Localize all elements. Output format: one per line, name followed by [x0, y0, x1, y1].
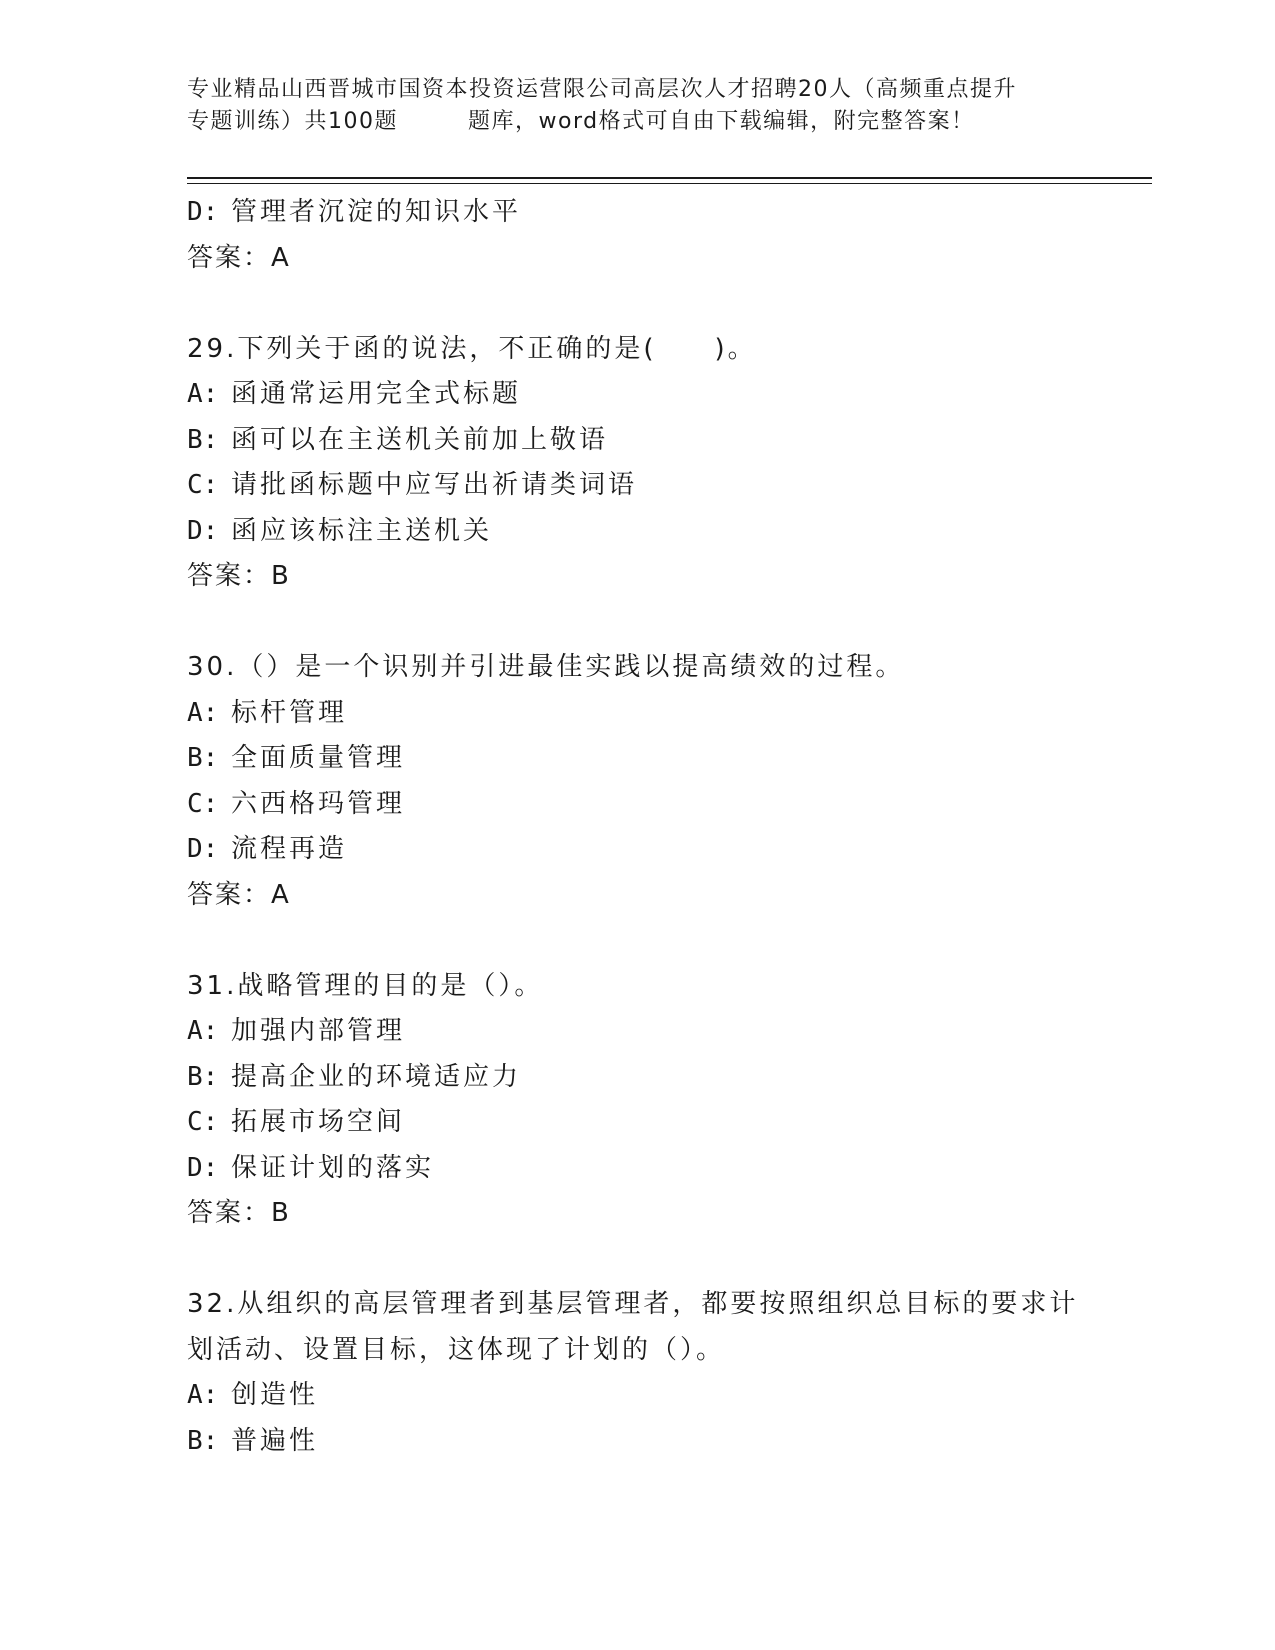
question-stem-line-1: 32.从组织的高层管理者到基层管理者，都要按照组织总目标的要求计 — [187, 1289, 1079, 1319]
option-row — [187, 509, 1087, 555]
question-32 — [187, 1282, 1087, 1464]
question-29 — [187, 327, 1087, 600]
option-row — [187, 190, 1087, 236]
answer-line: 答案：A — [187, 879, 291, 910]
option-key: D: — [187, 1152, 219, 1183]
option-text: 六西格玛管理 — [231, 788, 406, 819]
option-text: 全面质量管理 — [231, 743, 406, 773]
option-key: D: — [187, 197, 219, 227]
option-text: 管理者沉淀的知识水平 — [231, 197, 522, 227]
answer-line: 答案：A — [187, 242, 291, 273]
option-text: 函可以在主送机关前加上敬语 — [231, 424, 609, 455]
option-key: A: — [187, 697, 219, 728]
option-text: 拓展市场空间 — [231, 1107, 406, 1137]
option-row — [187, 782, 1087, 828]
header-line-2-part-a: 专题训练）共100题 — [187, 109, 398, 134]
option-row — [187, 1100, 1087, 1146]
option-text: 标杆管理 — [231, 697, 348, 728]
header-rule-thick — [187, 177, 1152, 179]
header-rule-thin — [187, 183, 1152, 184]
option-text: 加强内部管理 — [231, 1016, 406, 1046]
option-key: A: — [187, 1380, 219, 1410]
option-key: D: — [187, 834, 219, 864]
option-key: C: — [187, 1107, 219, 1137]
question-31 — [187, 964, 1087, 1237]
option-row — [187, 1146, 1087, 1192]
option-row — [187, 691, 1087, 737]
header-line-2 — [187, 106, 1087, 138]
answer-line: 答案：B — [187, 561, 291, 591]
option-key: B: — [187, 1061, 219, 1092]
answer-line: 答案：B — [187, 1198, 291, 1228]
option-key: B: — [187, 743, 219, 773]
carryover-block — [187, 190, 1087, 281]
option-text: 提高企业的环境适应力 — [231, 1061, 522, 1092]
option-row — [187, 418, 1087, 464]
question-stem: 31.战略管理的目的是（）。 — [187, 970, 544, 1001]
option-row — [187, 1419, 1087, 1465]
option-text: 流程再造 — [231, 834, 348, 864]
option-row — [187, 827, 1087, 873]
option-row — [187, 1009, 1087, 1055]
option-row — [187, 463, 1087, 509]
option-text: 函通常运用完全式标题 — [231, 379, 522, 409]
question-list — [187, 190, 1087, 1464]
option-key: A: — [187, 1016, 219, 1046]
document-header — [187, 74, 1087, 138]
option-key: B: — [187, 1425, 219, 1456]
option-text: 保证计划的落实 — [231, 1152, 435, 1183]
question-stem-line-2: 划活动、设置目标，这体现了计划的（）。 — [187, 1334, 726, 1365]
header-line-1: 专业精品山西晋城市国资本投资运营限公司高层次人才招聘20人（高频重点提升 — [187, 77, 1017, 102]
header-line-2-part-b: 题库，word格式可自由下载编辑，附完整答案！ — [468, 109, 975, 134]
option-key: C: — [187, 788, 219, 819]
option-text: 请批函标题中应写出祈请类词语 — [231, 470, 638, 500]
option-row — [187, 736, 1087, 782]
option-row — [187, 372, 1087, 418]
option-key: B: — [187, 424, 219, 455]
option-key: A: — [187, 379, 219, 409]
option-row — [187, 1373, 1087, 1419]
question-stem: 30.（）是一个识别并引进最佳实践以提高绩效的过程。 — [187, 652, 905, 682]
option-key: D: — [187, 515, 219, 546]
option-row — [187, 1055, 1087, 1101]
option-text: 普遍性 — [231, 1425, 319, 1456]
option-key: C: — [187, 470, 219, 500]
option-text: 函应该标注主送机关 — [231, 515, 493, 546]
question-stem: 29.下列关于函的说法，不正确的是( )。 — [187, 333, 757, 364]
question-30 — [187, 645, 1087, 918]
option-text: 创造性 — [231, 1380, 319, 1410]
